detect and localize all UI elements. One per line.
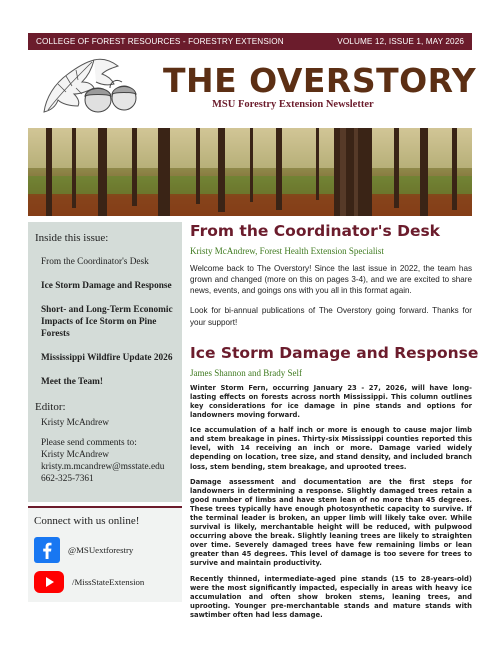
- newsletter-subtitle: MSU Forestry Extension Newsletter: [212, 99, 374, 110]
- article1-heading: From the Coordinator's Desk: [190, 222, 440, 240]
- article2-paragraph-4: Recently thinned, intermediate-aged pine stands (15 to 28-years-old) were the most significantly impacted, especially in areas with heavy ice accumulation and often show broken stems, leaning trees, and uprooting. Younger pre-merchantable stands and mature stands with sawtimber often had less damage.: [190, 574, 472, 619]
- masthead-college: COLLEGE OF FOREST RESOURCES - FORESTRY EXTENSION: [36, 37, 284, 46]
- connect-heading: Connect with us online!: [34, 515, 140, 527]
- contact-name: Kristy McAndrew: [41, 449, 109, 460]
- article2-paragraph-2: Ice accumulation of a half inch or more is enough to cause major limb and stem breakage in pines. Thirty-six Mississippi counties reported this level, with 14 receiving an inch or more. Damage varied widely depending on location, tree size, and stand density, and included branch loss, stem bending, stem breakage, and uprooted trees.: [190, 426, 472, 471]
- youtube-link[interactable]: [34, 571, 182, 593]
- facebook-icon: [34, 537, 60, 563]
- connect-panel: [28, 506, 182, 602]
- toc-heading: Inside this issue:: [35, 232, 109, 244]
- article2-byline: James Shannon and Brady Self: [190, 367, 302, 378]
- youtube-handle: /MissStateExtension: [72, 577, 145, 587]
- youtube-icon: [34, 571, 64, 593]
- forest-banner-image: [28, 128, 472, 216]
- facebook-link[interactable]: [34, 537, 182, 563]
- contact-phone: 662-325-7361: [41, 473, 94, 484]
- article1-paragraph-1: Welcome back to The Overstory! Since the last issue in 2022, the team has grown and changed (more on this on pages 3-4), and we are excited to share news, events, and goings ons with you all in this format again.: [190, 264, 472, 296]
- article1-paragraph-2: Look for bi-annual publications of The Overstory going forward. Thanks for your support!: [190, 306, 472, 327]
- toc-item-economic-impacts[interactable]: Short- and Long-Term Economic Impacts of Ice Storm on Pine Forests: [41, 305, 173, 340]
- main-column: [190, 222, 479, 620]
- masthead-issue: VOLUME 12, ISSUE 1, MAY 2026: [337, 37, 464, 46]
- toc-item-ice-storm[interactable]: Ice Storm Damage and Response: [41, 281, 172, 292]
- article2-paragraph-3: Damage assessment and documentation are the first steps for landowners in determining a response. Slightly damaged trees retain a good number of limbs and have stem lean of no more than 45 degrees. These trees typically have enough photosynthetic capacity to survive. If the terminal leader is broken, an upper limb will likely take over. While survival is likely, merchantable height will be reduced, with pulpwood occurring above the break. Slightly leaning trees are likely to straighten over time. Severely damaged trees have few remaining limbs or lean greater than 45 degrees. This level of damage is too severe for trees to survive and maintain productivity.: [190, 477, 472, 568]
- contact-email[interactable]: kristy.m.mcandrew@msstate.edu: [41, 461, 165, 472]
- sidebar-panel: [28, 222, 182, 502]
- toc-item-meet-the-team[interactable]: Meet the Team!: [41, 377, 103, 388]
- toc-item-coordinators-desk[interactable]: From the Coordinator's Desk: [41, 257, 149, 267]
- newsletter-title: THE OVERSTORY: [163, 61, 477, 100]
- comments-label: Please send comments to:: [41, 437, 137, 448]
- masthead-bar: [28, 33, 472, 50]
- editor-name: Kristy McAndrew: [41, 417, 109, 428]
- editor-heading: Editor:: [35, 400, 66, 413]
- oak-leaf-acorn-logo: [36, 54, 156, 124]
- toc-item-wildfire-update[interactable]: Mississippi Wildfire Update 2026: [41, 353, 173, 364]
- article2-paragraph-1: Winter Storm Fern, occurring January 23 - 27, 2026, will have long-lasting effects on forests across north Mississippi. This column outlines key considerations for ice damage in pine stands and options for landowners moving forward.: [190, 383, 472, 420]
- article1-byline: Kristy McAndrew, Forest Health Extension Specialist: [190, 246, 384, 256]
- facebook-handle: @MSUextforestry: [68, 545, 134, 555]
- article2-heading: Ice Storm Damage and Response: [190, 343, 479, 362]
